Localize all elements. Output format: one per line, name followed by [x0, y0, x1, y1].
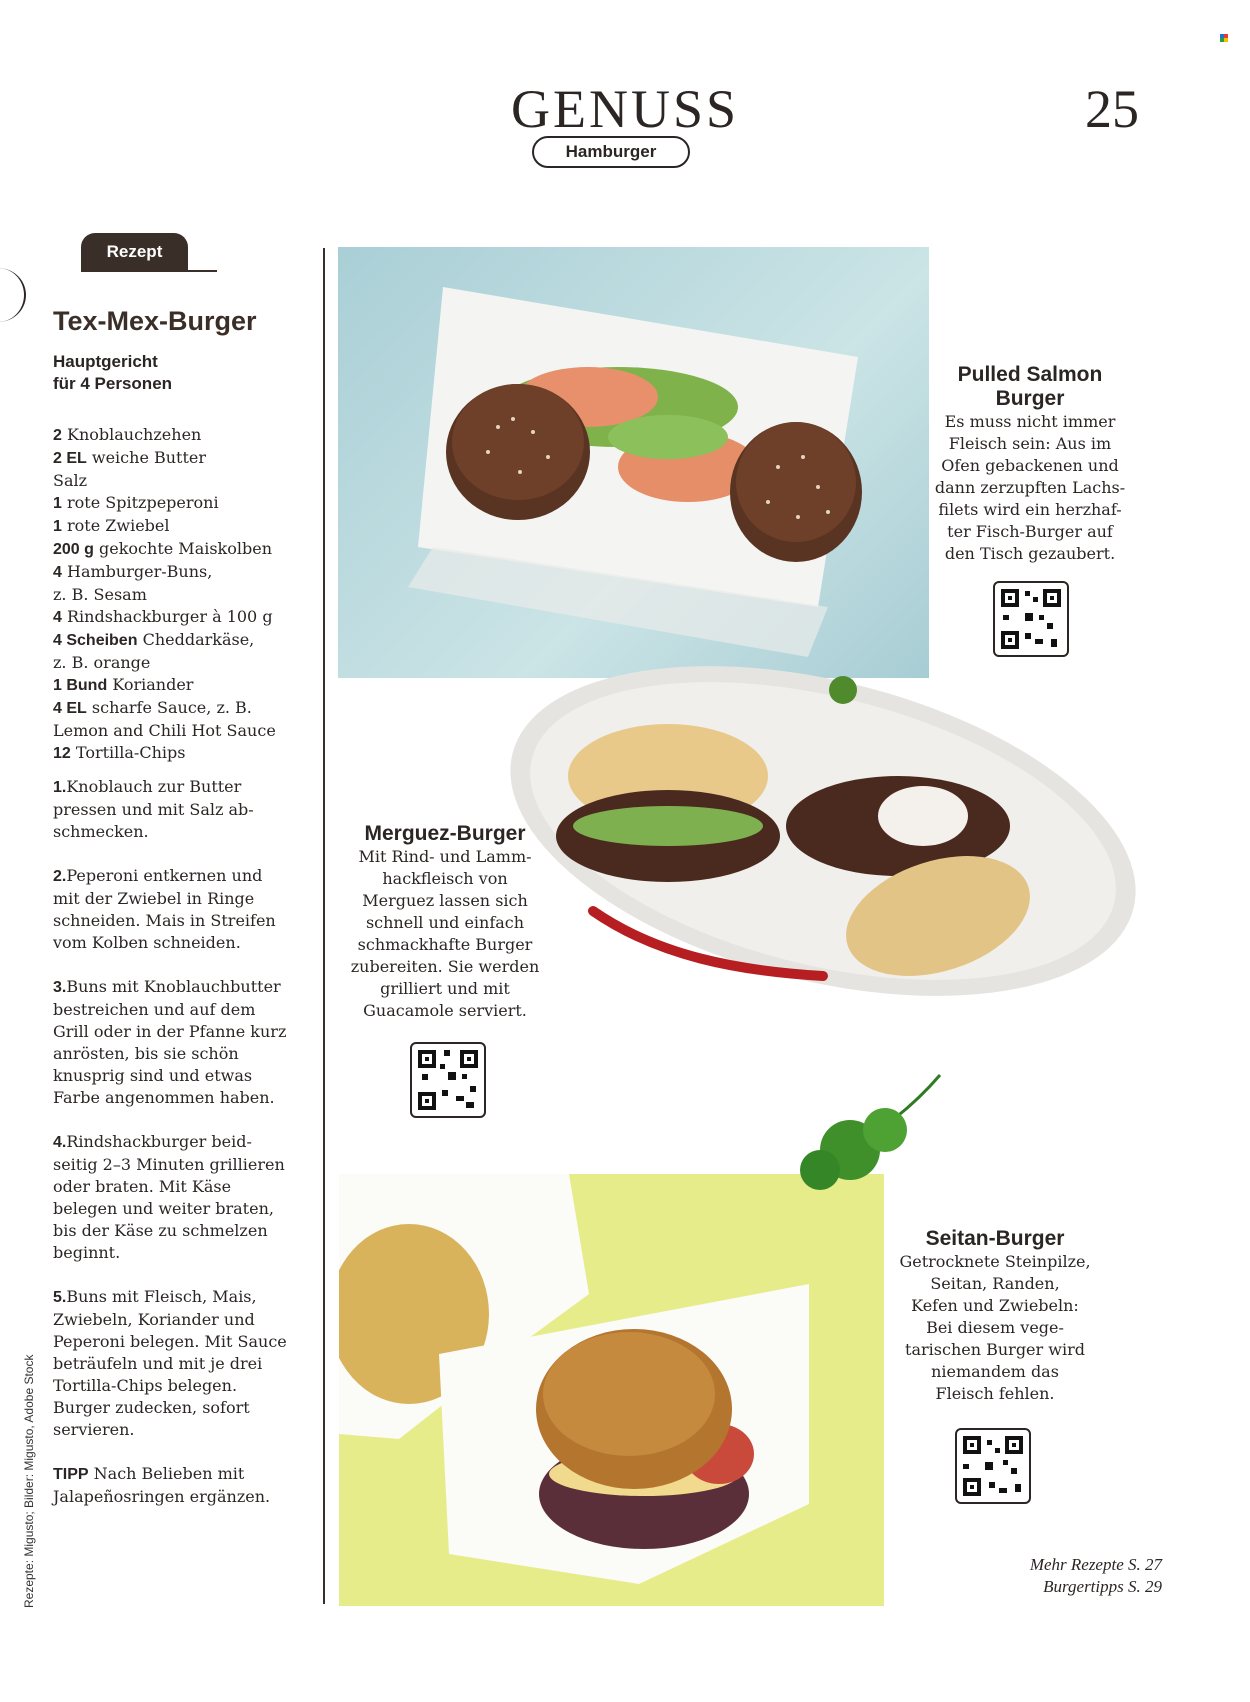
ingredient-item	[53, 652, 323, 674]
step-line	[53, 910, 323, 932]
more-recipes-ref: Mehr Rezepte S. 27	[1029, 1555, 1162, 1574]
feature-text-line: Guacamole serviert.	[363, 1001, 527, 1020]
merguez-burger-illustration	[498, 626, 1138, 1026]
ingredient-item	[53, 629, 323, 652]
ingredient-qty: 12	[53, 745, 71, 762]
merguez-burger-photo	[498, 626, 1138, 1026]
step-line	[53, 1242, 323, 1264]
ingredient-text: Salz	[53, 471, 88, 490]
ingredient-text: z. B. Sesam	[53, 585, 147, 604]
feature-title: Seitan-Burger	[925, 1227, 1065, 1250]
ingredient-text: gekochte Maiskolben	[99, 539, 273, 558]
step-line	[53, 1176, 323, 1198]
step-line	[53, 1198, 323, 1220]
step-text: bis der Käse zu schmelzen	[53, 1221, 268, 1240]
ingredient-text: Koriander	[112, 675, 194, 694]
ingredient-item	[53, 424, 323, 447]
ingredient-text: Cheddarkäse,	[142, 630, 255, 649]
step-line	[53, 1021, 323, 1043]
step-number: 1.	[53, 779, 67, 796]
recipe-servings: für 4 Personen	[53, 374, 173, 393]
ingredient-text: Rindshackburger à 100 g	[67, 607, 273, 626]
recipe-tip	[53, 1463, 323, 1508]
ingredient-item	[53, 584, 323, 606]
recipe-title: Tex-Mex-Burger	[53, 306, 257, 336]
ingredient-item	[53, 561, 323, 584]
column-divider	[323, 248, 325, 1604]
ingredient-text: weiche Butter	[91, 448, 207, 467]
tip-line	[53, 1463, 323, 1486]
feature-title	[930, 363, 1130, 411]
recipe-step	[53, 1286, 323, 1441]
recipe-step	[53, 865, 323, 954]
step-list	[53, 776, 323, 1508]
step-number: 4.	[53, 1134, 67, 1151]
tip-line	[53, 1486, 323, 1508]
ingredient-qty: 4	[53, 609, 62, 626]
feature-text-line: Fleisch fehlen.	[935, 1384, 1055, 1403]
ingredient-text: Knoblauchzehen	[67, 425, 202, 444]
step-line	[53, 1419, 323, 1441]
feature-text-line: Merguez lassen sich	[362, 891, 528, 910]
seitan-burger-illustration	[339, 1174, 884, 1606]
feature-text-line: grilliert und mit	[380, 979, 510, 998]
step-line	[53, 1375, 323, 1397]
feature-text-line: den Tisch gezaubert.	[944, 544, 1116, 563]
feature-text-line: Bei diesem vege-	[926, 1318, 1064, 1337]
step-text: Buns mit Knoblauchbutter	[66, 977, 281, 996]
qr-code-icon[interactable]	[955, 1428, 1031, 1504]
section-title: GENUSS	[510, 79, 740, 139]
ingredient-text: Lemon and Chili Hot Sauce	[53, 721, 276, 740]
step-text: beträufeln und mit je drei	[53, 1354, 263, 1373]
feature-text-line: tarischen Burger wird	[905, 1340, 1085, 1359]
ingredient-text: rote Zwiebel	[67, 516, 170, 535]
step-number: 2.	[53, 868, 67, 885]
ingredient-item	[53, 470, 323, 492]
tab-underline	[81, 270, 217, 272]
step-line	[53, 776, 323, 799]
ingredient-item	[53, 674, 323, 697]
color-mark-icon	[1220, 34, 1228, 42]
feature-text-line: hackfleisch von	[382, 869, 508, 888]
feature-text-line: niemandem das	[931, 1362, 1059, 1381]
step-text: Tortilla-Chips belegen.	[53, 1376, 238, 1395]
step-number: 5.	[53, 1289, 67, 1306]
step-text: oder braten. Mit Käse	[53, 1177, 232, 1196]
ingredient-qty: 2	[53, 427, 62, 444]
ingredient-item	[53, 720, 323, 742]
qr-code-icon[interactable]	[410, 1042, 486, 1118]
page-number: 25	[1085, 79, 1139, 139]
feature-text-line: Kefen und Zwiebeln:	[911, 1296, 1079, 1315]
step-line	[53, 1065, 323, 1087]
step-text: Farbe angenommen haben.	[53, 1088, 275, 1107]
parsley-decoration	[790, 1070, 950, 1200]
step-line	[53, 932, 323, 954]
ingredient-text: z. B. orange	[53, 653, 151, 672]
ingredient-text: Tortilla-Chips	[75, 743, 186, 762]
step-text: Zwiebeln, Koriander und	[53, 1310, 255, 1329]
tip-text: Jalapeñosringen ergänzen.	[53, 1487, 271, 1506]
ingredient-qty: 200 g	[53, 541, 94, 558]
step-line	[53, 1220, 323, 1242]
step-text: Burger zudecken, sofort	[53, 1398, 250, 1417]
tip-label: TIPP	[53, 1466, 89, 1483]
step-text: vom Kolben schneiden.	[53, 933, 241, 952]
ingredient-qty: 1	[53, 495, 62, 512]
step-text: anrösten, bis sie schön	[53, 1044, 239, 1063]
step-line	[53, 865, 323, 888]
feature-text	[345, 846, 545, 1022]
ingredient-item	[53, 492, 323, 515]
feature-text-line: dann zerzupften Lachs-	[934, 478, 1126, 497]
feature-text-line: schmackhafte Burger	[357, 935, 533, 954]
step-text: Peperoni belegen. Mit Sauce	[53, 1332, 287, 1351]
step-line	[53, 1087, 323, 1109]
feature-text-line: Mit Rind- und Lamm-	[358, 847, 532, 866]
feature-title-line: Burger	[995, 387, 1065, 410]
step-number: 3.	[53, 979, 67, 996]
step-line	[53, 1309, 323, 1331]
step-text: bestreichen und auf dem	[53, 1000, 256, 1019]
step-text: Peperoni entkernen und	[66, 866, 263, 885]
step-text: schmecken.	[53, 822, 149, 841]
step-line	[53, 799, 323, 821]
feature-title-line: Pulled Salmon	[957, 363, 1103, 386]
step-text: Grill oder in der Pfanne kurz	[53, 1022, 287, 1041]
category-pill: Hamburger	[532, 136, 690, 168]
step-line	[53, 1397, 323, 1419]
step-text: belegen und weiter braten,	[53, 1199, 274, 1218]
tip-text: Nach Belieben mit	[93, 1464, 245, 1483]
step-text: Knoblauch zur Butter	[66, 777, 242, 796]
ingredient-text: rote Spitzpeperoni	[67, 493, 219, 512]
step-text: knusprig sind und etwas	[53, 1066, 253, 1085]
step-line	[53, 999, 323, 1021]
seitan-burger-photo	[339, 1174, 884, 1606]
step-text: Buns mit Fleisch, Mais,	[66, 1287, 257, 1306]
feature-seitan	[890, 1227, 1100, 1405]
ingredient-text: scharfe Sauce, z. B.	[91, 698, 252, 717]
qr-code-icon[interactable]	[993, 581, 1069, 657]
step-text: Rindshackburger beid-	[66, 1132, 252, 1151]
feature-text	[930, 411, 1130, 565]
decorative-arc	[0, 268, 26, 322]
step-line	[53, 1131, 323, 1154]
ingredient-qty: 1	[53, 518, 62, 535]
step-text: seitig 2–3 Minuten grillieren	[53, 1155, 285, 1174]
ingredient-item	[53, 515, 323, 538]
step-text: pressen und mit Salz ab-	[53, 800, 254, 819]
ingredient-qty: 4 EL	[53, 700, 87, 717]
recipe-course: Hauptgericht	[53, 352, 158, 371]
recipe-step	[53, 976, 323, 1109]
feature-text	[890, 1251, 1100, 1405]
feature-text-line: Fleisch sein: Aus im	[948, 434, 1112, 453]
feature-merguez	[345, 822, 545, 1022]
ingredient-item	[53, 538, 323, 561]
step-text: schneiden. Mais in Streifen	[53, 911, 276, 930]
step-line	[53, 976, 323, 999]
recipe-step	[53, 776, 323, 843]
ingredient-qty: 4	[53, 564, 62, 581]
feature-text-line: Ofen gebackenen und	[941, 456, 1119, 475]
step-line	[53, 821, 323, 843]
rezept-tab: Rezept	[81, 233, 188, 271]
photo-credits: Rezepte: Migusto; Bilder: Migusto, Adobe Stock	[22, 1354, 36, 1608]
feature-text-line: ter Fisch-Burger auf	[947, 522, 1113, 541]
salmon-burger-illustration	[338, 247, 929, 678]
feature-pulled-salmon	[930, 363, 1130, 565]
feature-text-line: Getrocknete Steinpilze,	[899, 1252, 1091, 1271]
salmon-burger-photo	[338, 247, 929, 678]
recipe-meta	[53, 351, 313, 395]
step-line	[53, 888, 323, 910]
feature-title: Merguez-Burger	[364, 822, 526, 845]
step-line	[53, 1286, 323, 1309]
step-text: servieren.	[53, 1420, 135, 1439]
ingredient-qty: 2 EL	[53, 450, 87, 467]
feature-text-line: zubereiten. Sie werden	[350, 957, 540, 976]
ingredient-item	[53, 697, 323, 720]
feature-text-line: filets wird ein herzhaf-	[938, 500, 1122, 519]
step-text: mit der Zwiebel in Ringe	[53, 889, 255, 908]
ingredient-text: Hamburger-Buns,	[67, 562, 213, 581]
feature-text-line: Seitan, Randen,	[930, 1274, 1060, 1293]
feature-text-line: Es muss nicht immer	[944, 412, 1116, 431]
ingredient-item	[53, 447, 323, 470]
step-line	[53, 1154, 323, 1176]
ingredient-item	[53, 742, 323, 765]
step-line	[53, 1043, 323, 1065]
burger-tips-ref: Burgertipps S. 29	[1043, 1577, 1162, 1596]
ingredient-qty: 1 Bund	[53, 677, 108, 694]
step-line	[53, 1331, 323, 1353]
recipe-step	[53, 1131, 323, 1264]
ingredient-qty: 4 Scheiben	[53, 632, 138, 649]
feature-text-line: schnell und einfach	[365, 913, 525, 932]
step-text: beginnt.	[53, 1243, 121, 1262]
step-line	[53, 1353, 323, 1375]
ingredient-item	[53, 606, 323, 629]
parsley-icon	[790, 1070, 950, 1200]
ingredient-list	[53, 424, 323, 765]
